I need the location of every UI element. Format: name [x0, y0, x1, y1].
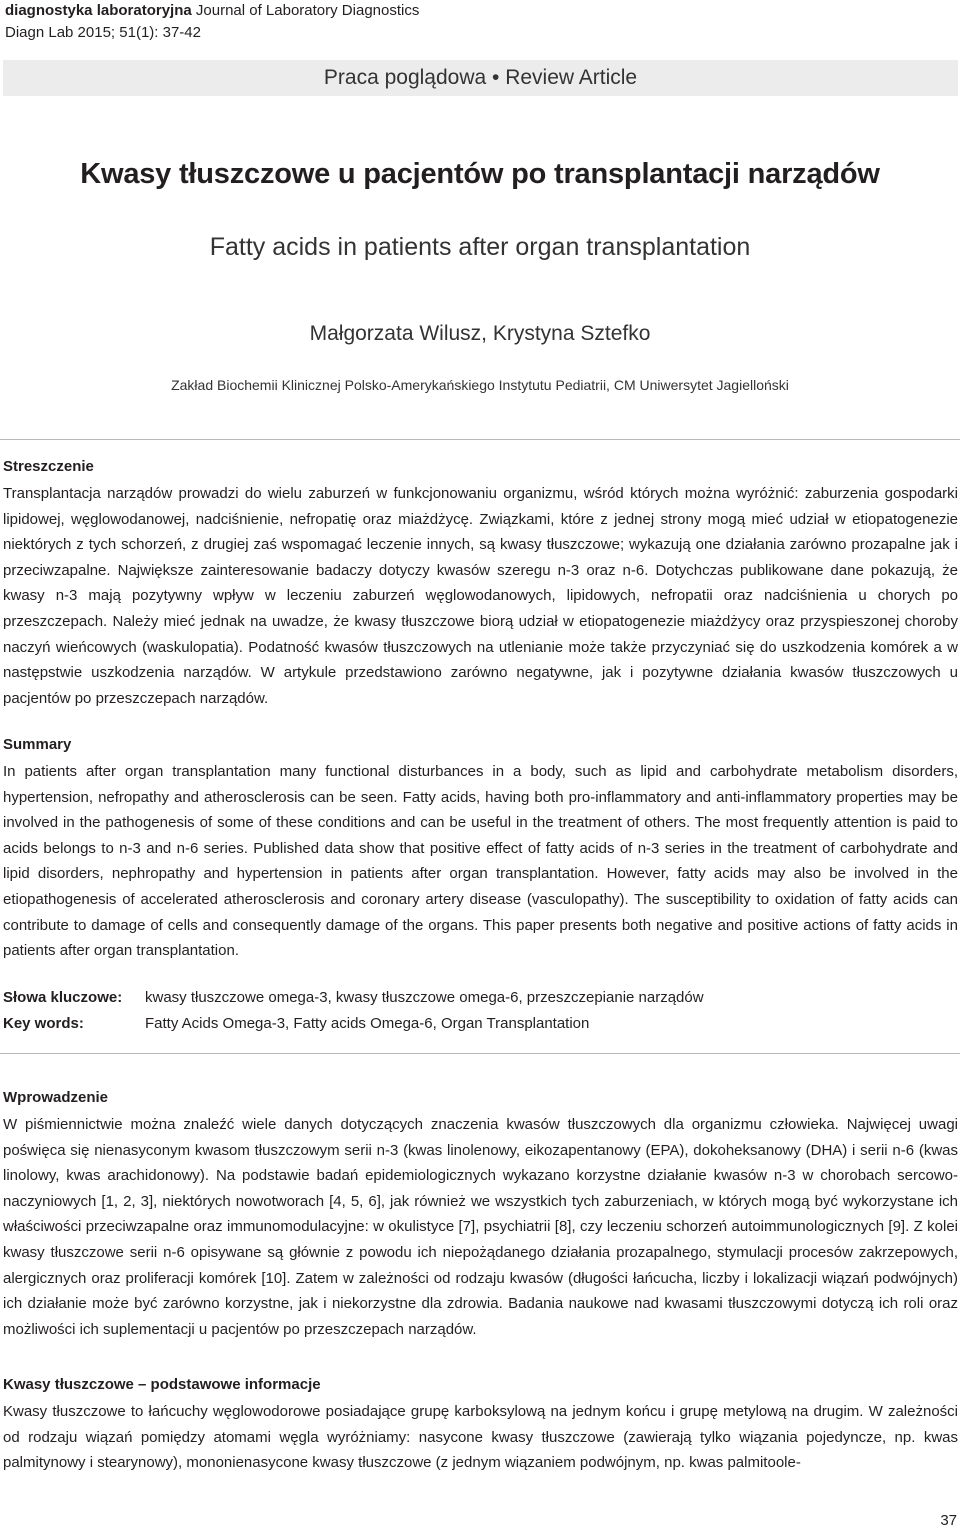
journal-name-pl: diagnostyka laboratoryjna [5, 2, 192, 19]
article-type-banner: Praca poglądowa • Review Article [3, 60, 958, 96]
journal-citation: Diagn Lab 2015; 51(1): 37-42 [5, 24, 201, 41]
abstract-en-heading: Summary [3, 736, 72, 753]
abstract-pl-heading: Streszczenie [3, 458, 94, 475]
introduction-text: W piśmiennictwie można znaleźć wiele danych dotyczących znaczenia kwasów tłuszczowych dla organizmu człowieka. Najwięcej uwagi poświęca się nienasyconym kwasom tłuszczowym serii n-3 (kwas linolenowy, eikozapentanowy (EPA), dokoheksanowy (DHA) i serii n-6 (kwas linolowy, kwas arachidonowy). Na podstawie badań epidemiologicznych wykazano korzystne działanie kwasów n-3 w chorobach sercowo-naczyniowych [1, 2, 3], niektórych nowotworach [4, 5, 6], jak również we wszystkich tych zaburzeniach, w których mogą być wykorzystane ich właściwości przeciwzapalne oraz immunomodulacyjne: w okulistyce [7], psychiatrii [8], czy leczeniu schorzeń autoimmunologicznych [9]. Z kolei kwasy tłuszczowe serii n-6 opisywane są głównie z powodu ich niepożądanego działania prozapalnego, stymulacji procesów zakrzepowych, alergicznych oraz proliferacji komórek [10]. Zatem w zależności od rodzaju kwasów (długości łańcucha, liczby i lokalizacji wiązań podwójnych) ich działanie może być zarówno korzystne, jak i niekorzystne dla zdrowia. Badania naukowe nad kwasami tłuszczowymi dotyczą ich roli oraz możliwości ich suplementacji u pacjentów po przeszczepach narządów. [3, 1116, 958, 1338]
keywords-section [3, 985, 958, 1037]
keywords-en-value: Fatty Acids Omega-3, Fatty acids Omega-6, Organ Transplantation [145, 1015, 590, 1032]
basics-heading: Kwasy tłuszczowe – podstawowe informacje [3, 1376, 321, 1393]
keywords-pl-label: Słowa kluczowe: [3, 989, 123, 1006]
journal-header [5, 0, 419, 44]
abstract-pl-section [3, 456, 958, 711]
keywords-pl-value: kwasy tłuszczowe omega-3, kwasy tłuszczowe omega-6, przeszczepianie narządów [145, 989, 704, 1006]
journal-name-en: Journal of Laboratory Diagnostics [195, 2, 420, 19]
author-affiliation: Zakład Biochemii Klinicznej Polsko-Amerykańskiego Instytutu Pediatrii, CM Uniwersytet Jagielloński [171, 377, 789, 393]
introduction-section [3, 1087, 958, 1342]
article-title-en: Fatty acids in patients after organ transplantation [209, 233, 751, 261]
keywords-pl-row [3, 985, 958, 1011]
basics-section [3, 1374, 958, 1476]
article-title-pl: Kwasy tłuszczowe u pacjentów po transplantacji narządów [80, 158, 880, 190]
abstract-pl-text: Transplantacja narządów prowadzi do wielu zaburzeń w funkcjonowaniu organizmu, wśród których można wyróżnić: zaburzenia gospodarki lipidowej, węglowodanowej, nadciśnienie, nefropatię oraz miażdżycę. Związkami, które z jednej strony mogą mieć udział w etiopatogenezie niektórych z tych schorzeń, z drugiej zaś wspomagać leczenie innych, są kwasy tłuszczowe; wykazują one działania zarówno prozapalne jak i przeciwzapalne. Największe zainteresowanie badaczy dotyczy kwasów szeregu n-3 oraz n-6. Dotychczas publikowane dane pokazują, że kwasy n-3 mają pozytywny wpływ w leczeniu zaburzeń węglowodanowych, lipidowych, nefropatii oraz nadciśnienia u chorych po przeszczepach. Należy mieć jednak na uwadze, że kwasy tłuszczowe biorą udział w etiopatogenezie miażdżycy oraz przyspieszonej choroby naczyń wieńcowych (waskulopatia). Podatność kwasów tłuszczowych na utlenianie może także przyczyniać się do uszkodzenia komórek a w następstwie uszkodzenia narządów. W artykule przedstawiono zarówno negatywne, jak i pozytywne działania kwasów tłuszczowych u pacjentów po przeszczepach narządów. [3, 485, 958, 707]
keywords-en-row [3, 1011, 958, 1037]
basics-text: Kwasy tłuszczowe to łańcuchy węglowodorowe posiadające grupę karboksylową na jednym końcu i grupę metylową na drugim. W zależności od rodzaju wiązań pomiędzy atomami węgla wyróżniamy: nasycone kwasy tłuszczowe (zawierają tylko wiązania pojedyncze, np. kwas palmitynowy i stearynowy), mononienasycone kwasy tłuszczowe (z jednym wiązaniem podwójnym, np. kwas palmitoole- [3, 1403, 958, 1472]
divider-bottom [0, 1053, 960, 1054]
journal-name [5, 0, 419, 22]
abstract-en-section [3, 734, 958, 964]
divider-top [0, 439, 960, 440]
abstract-en-text: In patients after organ transplantation many functional disturbances in a body, such as lipid and carbohydrate metabolism disorders, hypertension, nefropathy and atherosclerosis can be seen. Fatty acids, having both pro-inflammatory and anti-inflammatory properties may be involved in the pathogenesis of some of these conditions and can be useful in the treatment of others. The most frequently attention is paid to acids belongs to n-3 and n-6 series. Published data show that positive effect of fatty acids of n-3 series in the treatment of carbohydrate and lipid disorders, nephropathy and hypertension in patients after organ transplantation. However, fatty acids may also be involved in the etiopathogenesis of accelerated atherosclerosis and coronary artery disease (vasculopathy). The susceptibility to oxidation of fatty acids can contribute to damage of cells and consequently damage of the organs. This paper presents both negative and positive actions of fatty acids in patients after organ transplantation. [3, 763, 958, 960]
article-authors: Małgorzata Wilusz, Krystyna Sztefko [309, 322, 651, 345]
introduction-heading: Wprowadzenie [3, 1089, 109, 1106]
keywords-en-label: Key words: [3, 1015, 84, 1032]
page-number: 37 [940, 1512, 957, 1529]
